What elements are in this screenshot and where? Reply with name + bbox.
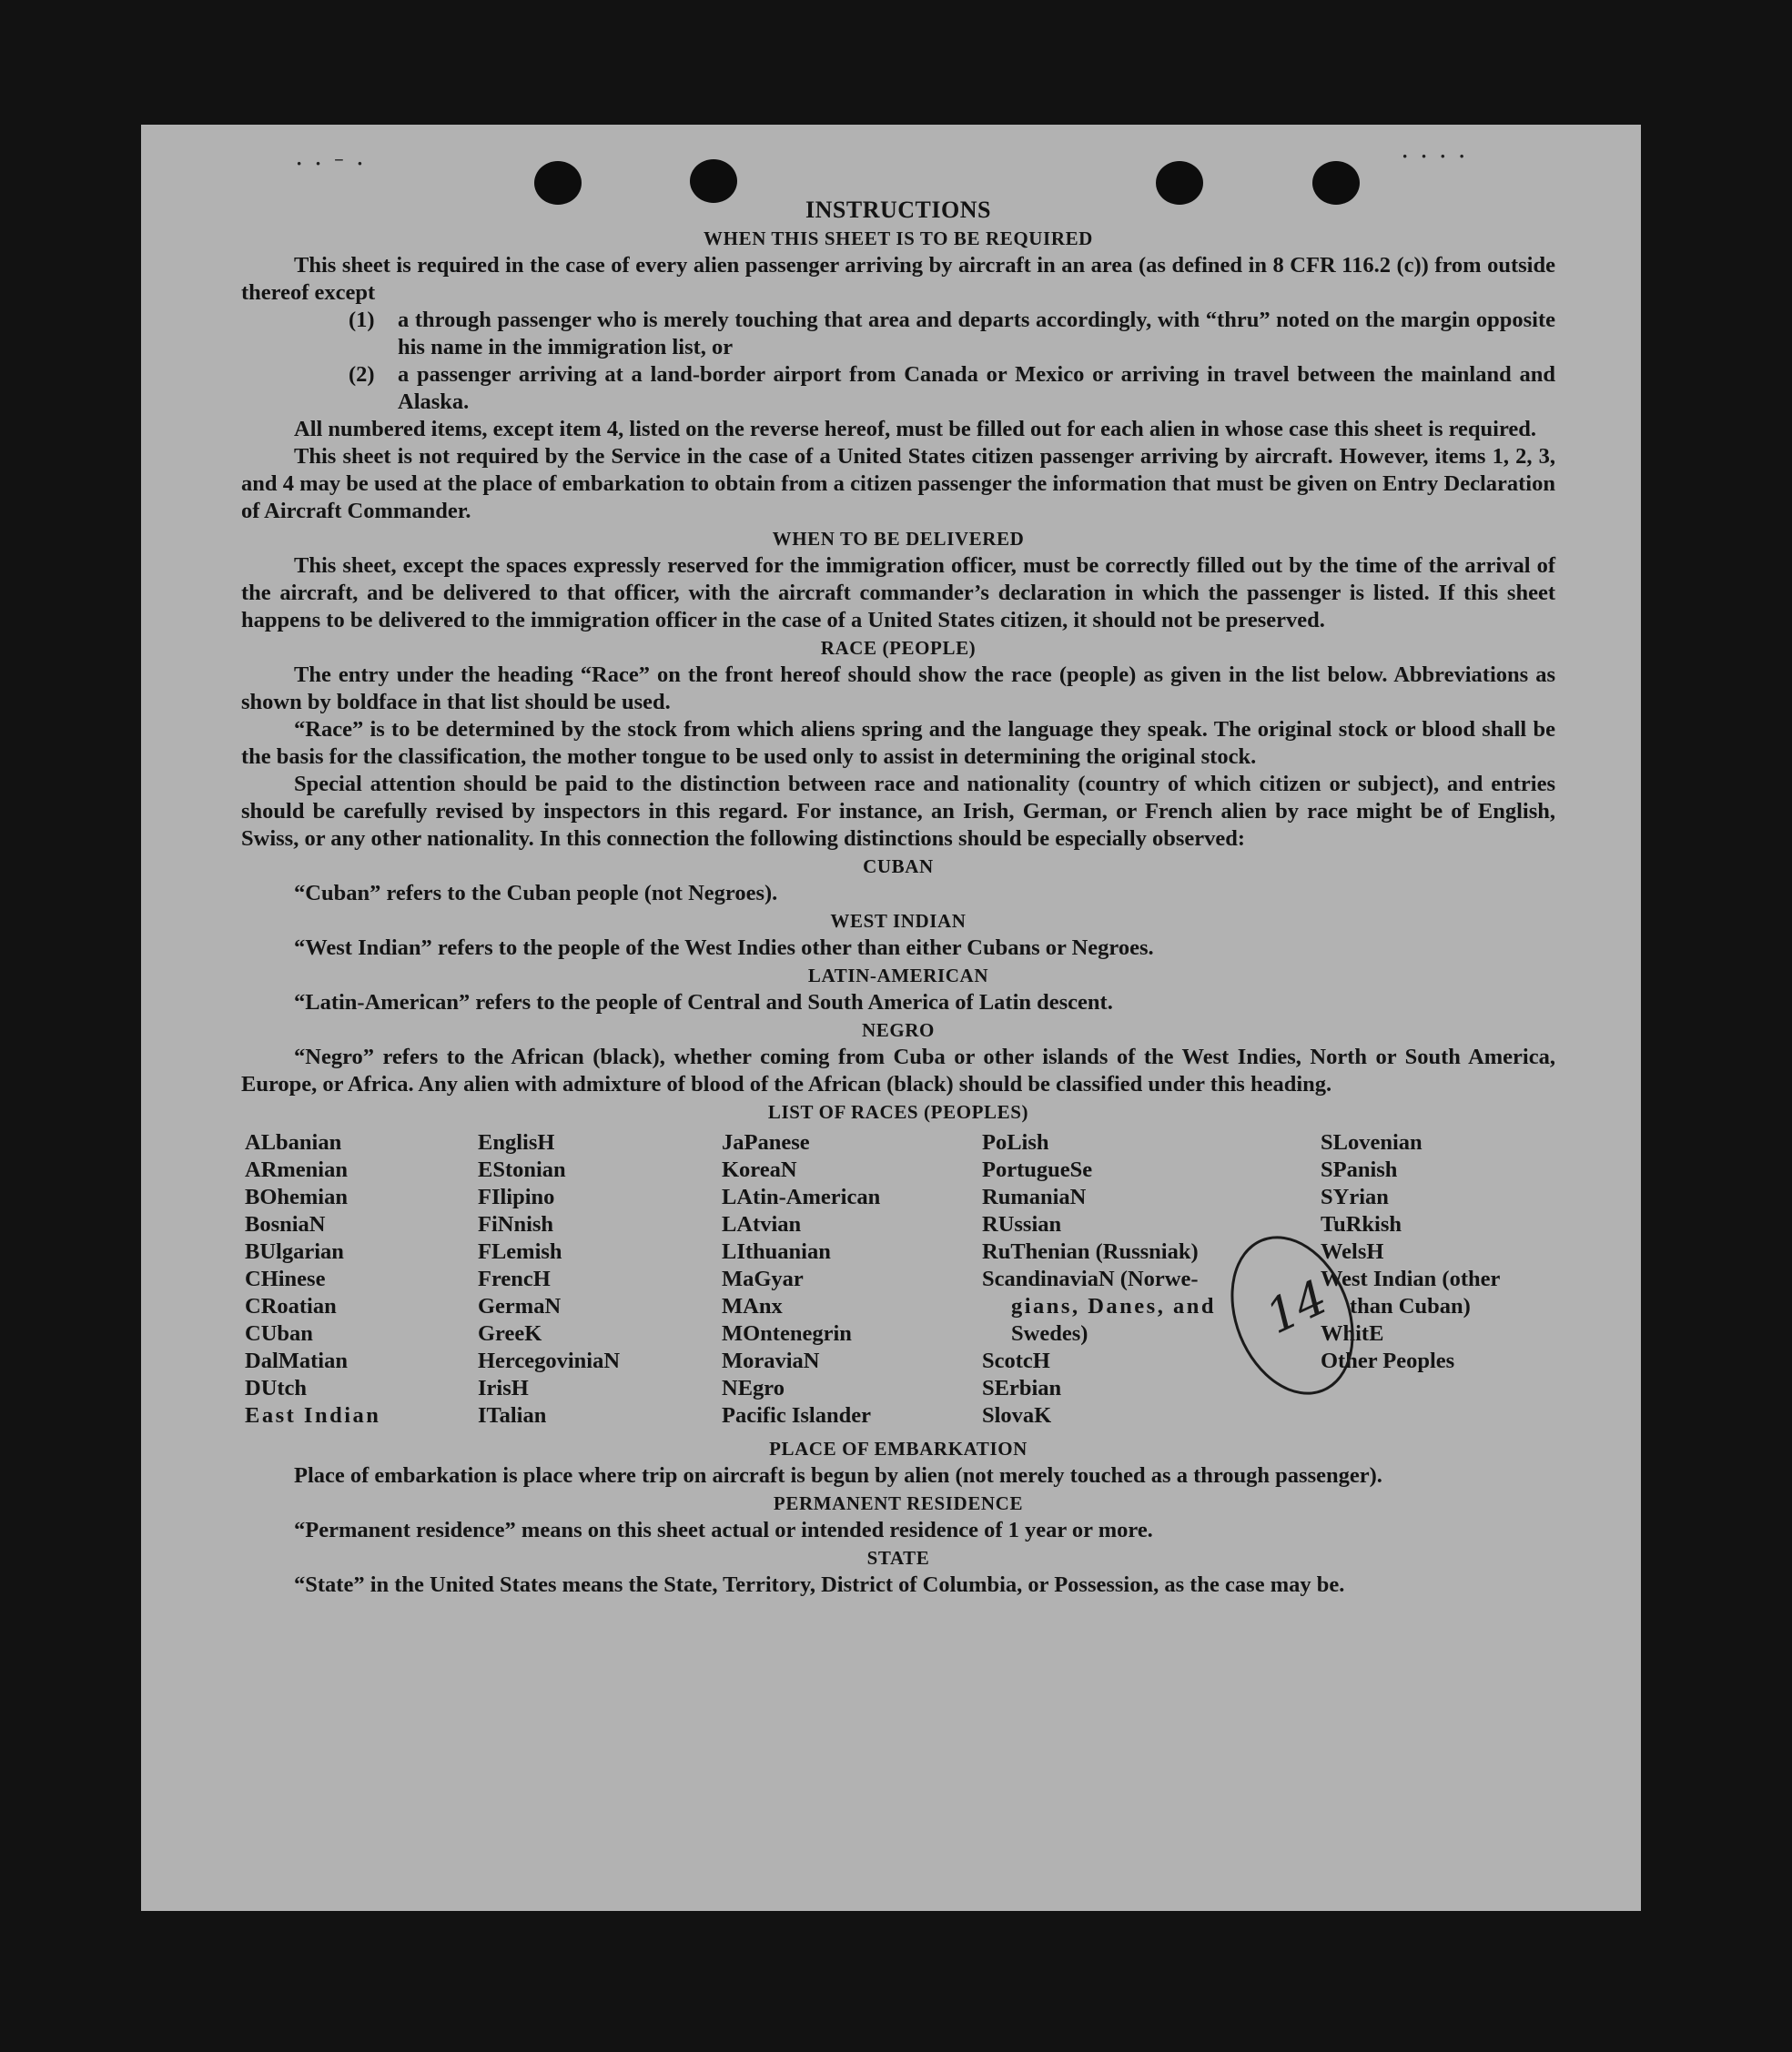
heading-west-indian: WEST INDIAN [830, 910, 967, 932]
race-item: DUtch [245, 1376, 308, 1400]
heading-permanent-residence: PERMANENT RESIDENCE [773, 1492, 1024, 1514]
paragraph: “Latin-American” refers to the people of Central and South America of Latin descent. [294, 990, 1113, 1015]
race-item: FrencH [478, 1267, 551, 1291]
race-item: MaGyar [722, 1267, 804, 1291]
exception-number: (1) [349, 308, 375, 332]
heading-when-delivered: WHEN TO BE DELIVERED [772, 528, 1025, 550]
race-item: ScandinaviaN (Norwe- [982, 1267, 1199, 1291]
document-page [141, 125, 1641, 1911]
instructions-content [241, 196, 1555, 1599]
race-item: WhitE [1321, 1321, 1384, 1346]
heading-when-required: WHEN THIS SHEET IS TO BE REQUIRED [704, 227, 1093, 249]
race-item: KoreaN [722, 1157, 797, 1182]
paragraph: “West Indian” refers to the people of the West Indies other than either Cubans or Negroes. [294, 935, 1154, 960]
heading-latin-american: LATIN-AMERICAN [807, 965, 989, 986]
race-column [245, 1129, 478, 1430]
race-item: West Indian (other [1321, 1267, 1501, 1291]
heading-cuban: CUBAN [863, 855, 934, 877]
race-item: IrisH [478, 1376, 529, 1400]
paragraph: “Cuban” refers to the Cuban people (not Negroes). [294, 881, 778, 905]
race-item: RumaniaN [982, 1185, 1087, 1209]
heading-state: STATE [866, 1547, 930, 1569]
race-item: East Indian [245, 1403, 381, 1428]
race-item: SLovenian [1321, 1130, 1422, 1155]
race-item: FLemish [478, 1239, 562, 1264]
paragraph: All numbered items, except item 4, listed on the reverse hereof, must be filled out for each alien in whose case this sheet is required. [294, 417, 1537, 441]
race-item: FiNnish [478, 1212, 554, 1237]
exception-item [349, 361, 1555, 416]
race-item: BUlgarian [245, 1239, 344, 1264]
race-item: MOntenegrin [722, 1321, 852, 1346]
race-item: RUssian [982, 1212, 1062, 1237]
race-item: SErbian [982, 1376, 1062, 1400]
paragraph: Special attention should be paid to the distinction between race and nationality (country of which citizen or subject), and entries should be carefully revised by inspectors in this regard. For instance, an Irish, German, or French alien by race might be of English, Swiss, or any other nationality. In this connection the following distinctions should be especially observed: [241, 772, 1555, 851]
page-title: INSTRUCTIONS [805, 197, 991, 223]
race-item: DalMatian [245, 1349, 348, 1373]
heading-negro: NEGRO [861, 1019, 935, 1041]
race-item: EnglisH [478, 1130, 555, 1155]
heading-embarkation: PLACE OF EMBARKATION [769, 1438, 1028, 1460]
heading-race: RACE (PEOPLE) [820, 637, 977, 659]
race-item: RuThenian (Russniak) [982, 1239, 1199, 1264]
paragraph: “Permanent residence” means on this sheet actual or intended residence of 1 year or more. [294, 1518, 1153, 1542]
handwritten-number: 14 [1258, 1269, 1336, 1346]
race-item: SYrian [1321, 1185, 1389, 1209]
paragraph: This sheet is required in the case of every alien passenger arriving by aircraft in an area (as defined in 8 CFR 116.2 (c)) from outside thereof except [241, 253, 1555, 305]
race-item: EStonian [478, 1157, 566, 1182]
race-column [722, 1129, 982, 1430]
paragraph: “State” in the United States means the State, Territory, District of Columbia, or Possession, as the case may be. [294, 1572, 1345, 1597]
race-item: Pacific Islander [722, 1403, 871, 1428]
race-item: LAtvian [722, 1212, 802, 1237]
race-item: BosniaN [245, 1212, 326, 1237]
paragraph: “Race” is to be determined by the stock from which aliens spring and the language they speak. The original stock or blood shall be the basis for the classification, the mother tongue to be used only to assist in determining the original stock. [241, 717, 1555, 769]
race-item: LIthuanian [722, 1239, 831, 1264]
race-item: ALbanian [245, 1130, 342, 1155]
race-item: HercegoviniaN [478, 1349, 621, 1373]
race-item: MAnx [722, 1294, 783, 1319]
race-column [478, 1129, 722, 1430]
race-column [1321, 1129, 1559, 1430]
paragraph: “Negro” refers to the African (black), whether coming from Cuba or other islands of the West Indies, North or South America, Europe, or Africa. Any alien with admixture of blood of the African (black) should be classified under this heading. [241, 1045, 1555, 1097]
exception-text: a passenger arriving at a land-border airport from Canada or Mexico or arriving in travel between the mainland and Alaska. [398, 362, 1555, 414]
race-item: BOhemian [245, 1185, 348, 1209]
paragraph: The entry under the heading “Race” on the front hereof should show the race (people) as given in the list below. Abbreviations as shown by boldface in that list should be used. [241, 662, 1555, 714]
race-item: CHinese [245, 1267, 326, 1291]
race-item: WelsH [1321, 1239, 1384, 1264]
race-item: CRoatian [245, 1294, 337, 1319]
exception-item [349, 307, 1555, 361]
race-item: SPanish [1321, 1157, 1398, 1182]
race-item: GreeK [478, 1321, 542, 1346]
race-item: PortugueSe [982, 1157, 1093, 1182]
race-item: TuRkish [1321, 1212, 1402, 1237]
race-item: LAtin-American [722, 1185, 881, 1209]
race-item: NEgro [722, 1376, 785, 1400]
race-item: ScotcH [982, 1349, 1050, 1373]
race-item: FIlipino [478, 1185, 555, 1209]
race-list [245, 1129, 1555, 1430]
heading-list-of-races: LIST OF RACES (PEOPLES) [767, 1101, 1029, 1123]
race-item: CUban [245, 1321, 313, 1346]
race-item-continued: than Cuban) [1350, 1294, 1471, 1319]
scan-specks: · · · · [1402, 145, 1469, 167]
paragraph: Place of embarkation is place where trip on aircraft is begun by alien (not merely touched as a through passenger). [294, 1463, 1382, 1488]
paragraph: This sheet is not required by the Service in the case of a United States citizen passenger arriving by aircraft. However, items 1, 2, 3, and 4 may be used at the place of embarkation to obtain from a citizen passenger the information that must be given on Entry Declaration of Aircraft Commander. [241, 444, 1555, 523]
race-item: JaPanese [722, 1130, 810, 1155]
exception-text: a through passenger who is merely touching that area and departs accordingly, with “thru” noted on the margin opposite his name in the immigration list, or [398, 308, 1555, 359]
race-item: GermaN [478, 1294, 562, 1319]
race-item: ITalian [478, 1403, 547, 1428]
race-item: SlovaK [982, 1403, 1052, 1428]
paragraph: This sheet, except the spaces expressly reserved for the immigration officer, must be correctly filled out by the time of the arrival of the aircraft, and be delivered to that officer, with the aircraft commander’s declaration in which the passenger is listed. If this sheet happens to be delivered to the immigration officer in the case of a United States citizen, it should not be preserved. [241, 553, 1555, 632]
race-item: MoraviaN [722, 1349, 820, 1373]
race-item: PoLish [982, 1130, 1049, 1155]
race-item: ARmenian [245, 1157, 348, 1182]
race-item-continued: Swedes) [1011, 1321, 1088, 1346]
race-item: Other Peoples [1321, 1349, 1455, 1373]
scan-specks: · · ⁻ · [296, 152, 368, 175]
exception-number: (2) [349, 362, 375, 387]
race-item-continued: gians, Danes, and [1011, 1294, 1216, 1319]
